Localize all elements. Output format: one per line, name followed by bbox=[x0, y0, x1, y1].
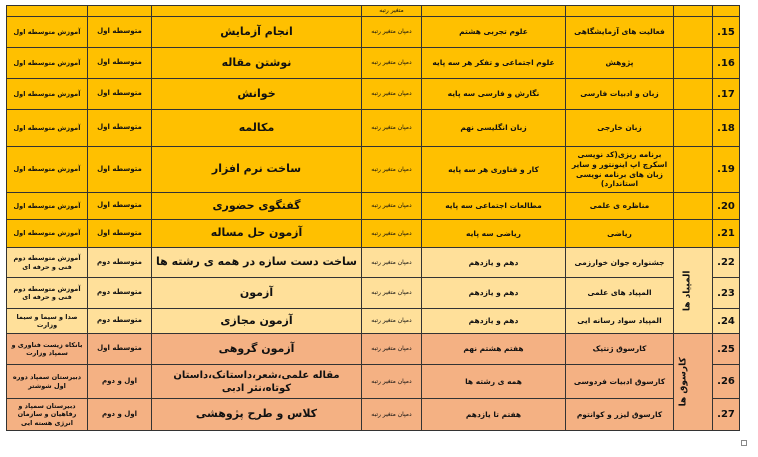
audience-cell: آموزش متوسطه اول bbox=[7, 110, 88, 147]
category-cell: فعالیت های آزمایشگاهی bbox=[566, 17, 674, 48]
table-row bbox=[7, 220, 740, 248]
table-row bbox=[7, 193, 740, 220]
category-cell: ریاضی bbox=[566, 220, 674, 248]
audience-cell: آموزش متوسطه اول bbox=[7, 220, 88, 248]
audience-cell: آموزش متوسطه اول bbox=[7, 193, 88, 220]
level-cell: متوسطه دوم bbox=[88, 278, 152, 309]
activity-cell: خوانش bbox=[152, 79, 362, 110]
audience-cell: آموزش متوسطه اول bbox=[7, 79, 88, 110]
activity-cell: گفتگوی حضوری bbox=[152, 193, 362, 220]
audience-cell: آموزش متوسطه دوم فنی و حرفه ای bbox=[7, 278, 88, 309]
category-cell: کارسوق لیزر و کوانتوم bbox=[566, 399, 674, 431]
level-cell: متوسطه دوم bbox=[88, 309, 152, 334]
category-cell: المپیاد سواد رسانه ایی bbox=[566, 309, 674, 334]
grade-cell: علوم اجتماعی و تفکر هر سه پایه bbox=[422, 48, 566, 79]
grade-cell: هفتم هشتم نهم bbox=[422, 334, 566, 365]
time-cell: دمپان متغیر رتبه bbox=[362, 309, 422, 334]
audience-cell: دبیرستان سمپاد و رفاهیان و سازمان انرژی هسته ایی bbox=[7, 399, 88, 431]
activity-cell: ساخت نرم افزار bbox=[152, 147, 362, 193]
audience-cell: دبیرستان سمپاد دوره اول شوشتر bbox=[7, 365, 88, 399]
audience-cell: آموزش متوسطه اول bbox=[7, 48, 88, 79]
row-number: .27 bbox=[713, 399, 740, 431]
group-carsogh: کارسوق ها bbox=[674, 334, 713, 431]
category-cell: المپیاد های علمی bbox=[566, 278, 674, 309]
activity-cell: مکالمه bbox=[152, 110, 362, 147]
category-cell: پژوهش bbox=[566, 48, 674, 79]
row-number: .19 bbox=[713, 147, 740, 193]
audience-cell: آموزش متوسطه اول bbox=[7, 147, 88, 193]
grade-cell: همه ی رشته ها bbox=[422, 365, 566, 399]
activity-cell: آزمون گروهی bbox=[152, 334, 362, 365]
audience-cell: آموزش متوسطه دوم فنی و حرفه ای bbox=[7, 248, 88, 278]
row-number: .15 bbox=[713, 17, 740, 48]
activity-cell: نوشتن مقاله bbox=[152, 48, 362, 79]
table-row bbox=[7, 278, 740, 309]
table-row bbox=[7, 147, 740, 193]
table-row bbox=[7, 110, 740, 147]
time-cell: دمپان متغیر رتبه bbox=[362, 48, 422, 79]
grade-cell: دهم و یازدهم bbox=[422, 248, 566, 278]
time-cell: دمپان متغیر رتبه bbox=[362, 110, 422, 147]
grade-cell: دهم و یازدهم bbox=[422, 309, 566, 334]
time-cell: دمپان متغیر رتبه bbox=[362, 399, 422, 431]
table-row bbox=[7, 309, 740, 334]
time-cell: دمپان متغیر رتبه bbox=[362, 278, 422, 309]
level-cell: متوسطه اول bbox=[88, 334, 152, 365]
grade-cell: کار و فناوری هر سه پایه bbox=[422, 147, 566, 193]
table-row bbox=[7, 248, 740, 278]
audience-cell: صدا و سیما و سیما وزارت bbox=[7, 309, 88, 334]
category-cell: جشنواره جوان خوارزمی bbox=[566, 248, 674, 278]
grade-cell: نگارش و فارسی سه پایه bbox=[422, 79, 566, 110]
time-cell: دمپان متغیر رتبه bbox=[362, 334, 422, 365]
time-cell: دمپان متغیر رتبه bbox=[362, 147, 422, 193]
category-cell: زبان خارجی bbox=[566, 110, 674, 147]
time-cell: دمپان متغیر رتبه bbox=[362, 79, 422, 110]
row-number: .20 bbox=[713, 193, 740, 220]
row-number: .25 bbox=[713, 334, 740, 365]
table-row bbox=[7, 334, 740, 365]
table-resize-handle[interactable] bbox=[741, 440, 747, 446]
level-cell: متوسطه اول bbox=[88, 17, 152, 48]
row-number: .16 bbox=[713, 48, 740, 79]
row-number: .24 bbox=[713, 309, 740, 334]
category-cell: کارسوق ژنتیک bbox=[566, 334, 674, 365]
time-cell: دمپان متغیر رتبه bbox=[362, 17, 422, 48]
activity-cell: ساخت دست سازه در همه ی رشته ها bbox=[152, 248, 362, 278]
level-cell: متوسطه اول bbox=[88, 110, 152, 147]
level-cell: متوسطه اول bbox=[88, 79, 152, 110]
activity-cell: آزمون مجازی bbox=[152, 309, 362, 334]
audience-cell: آموزش متوسطه اول bbox=[7, 17, 88, 48]
row-number: .23 bbox=[713, 278, 740, 309]
category-cell: کارسوق ادبیات فردوسی bbox=[566, 365, 674, 399]
level-cell: متوسطه اول bbox=[88, 48, 152, 79]
level-cell: متوسطه اول bbox=[88, 220, 152, 248]
audience-cell: بانکاه زیست فناوری و سمپاد وزارت bbox=[7, 334, 88, 365]
table-row bbox=[7, 365, 740, 399]
table-row bbox=[7, 6, 740, 17]
table-row bbox=[7, 17, 740, 48]
row-number: .26 bbox=[713, 365, 740, 399]
group-olympiad: المپیاد ها bbox=[674, 248, 713, 334]
level-cell: متوسطه اول bbox=[88, 147, 152, 193]
level-cell: اول و دوم bbox=[88, 365, 152, 399]
activity-cell: کلاس و طرح پژوهشی bbox=[152, 399, 362, 431]
time-cell: دمپان متغیر رتبه bbox=[362, 248, 422, 278]
table-row bbox=[7, 79, 740, 110]
grade-cell: علوم تجربی هشتم bbox=[422, 17, 566, 48]
grade-cell: زبان انگلیسی نهم bbox=[422, 110, 566, 147]
grade-cell: مطالعات اجتماعی سه پایه bbox=[422, 193, 566, 220]
grade-cell: ریاضی سه پایه bbox=[422, 220, 566, 248]
activity-cell: مقاله علمی،شعر،داستانک،داستان کوتاه،نثر ادبی bbox=[152, 365, 362, 399]
activity-cell: آزمون bbox=[152, 278, 362, 309]
grade-cell: هفتم تا یازدهم bbox=[422, 399, 566, 431]
category-cell: برنامه ریزی(کد نویسی اسکرچ اپ اینونتور و سایر زبان های برنامه نویسی استاندارد) bbox=[566, 147, 674, 193]
time-cell: متغیر رتبه bbox=[362, 6, 422, 17]
row-number: .17 bbox=[713, 79, 740, 110]
time-cell: دمپان متغیر رتبه bbox=[362, 193, 422, 220]
table-row bbox=[7, 399, 740, 431]
category-cell: زبان و ادبیات فارسی bbox=[566, 79, 674, 110]
row-number: .22 bbox=[713, 248, 740, 278]
activity-cell: انجام آزمایش bbox=[152, 17, 362, 48]
level-cell: متوسطه اول bbox=[88, 193, 152, 220]
row-number: .18 bbox=[713, 110, 740, 147]
activity-cell: آزمون حل مساله bbox=[152, 220, 362, 248]
level-cell: اول و دوم bbox=[88, 399, 152, 431]
table-row bbox=[7, 48, 740, 79]
time-cell: دمپان متغیر رتبه bbox=[362, 365, 422, 399]
row-number: .21 bbox=[713, 220, 740, 248]
time-cell: دمپان متغیر رتبه bbox=[362, 220, 422, 248]
level-cell: متوسطه دوم bbox=[88, 248, 152, 278]
grade-cell: دهم و یازدهم bbox=[422, 278, 566, 309]
competition-table bbox=[6, 5, 739, 441]
category-cell: مناظره ی علمی bbox=[566, 193, 674, 220]
